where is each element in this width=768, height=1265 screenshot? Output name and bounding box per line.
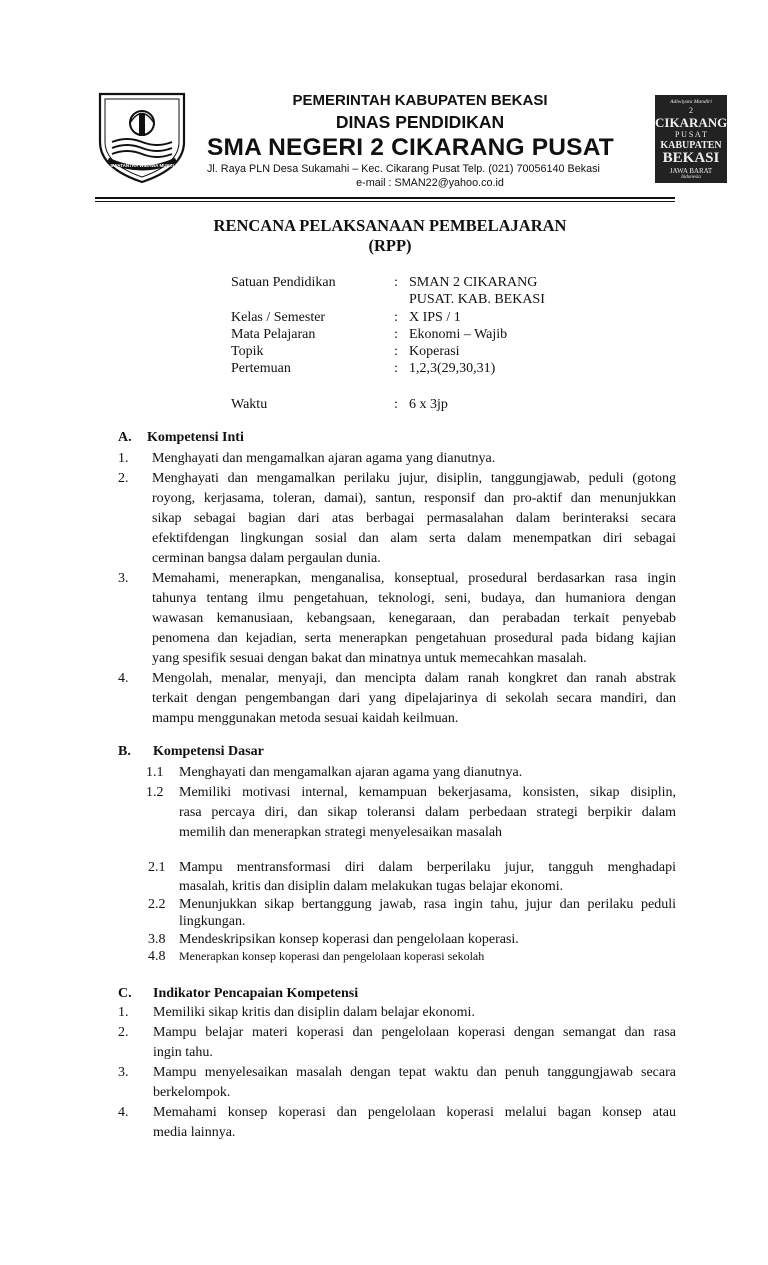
list-item-line: Memiliki motivasi internal, kemampuan bekerjasama, konsisten, sikap disiplin, [179, 785, 676, 800]
school-address: Jl. Raya PLN Desa Sukamahi – Kec. Cikarang Pusat Telp. (021) 70056140 Bekasi [207, 163, 600, 175]
list-item-line: Memahami konsep koperasi dan pengelolaan koperasi melalui bagan konsep atau [153, 1105, 676, 1120]
government-name: PEMERINTAH KABUPATEN BEKASI [292, 92, 548, 109]
list-item-line: terkait dengan pengembangan dari yang dipelajarinya di sekolah secara mandiri, dan [152, 691, 676, 706]
right-logo-number: 2 [689, 106, 693, 115]
right-logo-cikarang: CIKARANG [655, 115, 728, 130]
identity-value: SMAN 2 CIKARANG [409, 275, 538, 290]
list-item-line: memilih dan menerapkan strategi menyelesaikan masalah [179, 825, 503, 840]
list-number: 4. [118, 671, 129, 686]
list-item-line: Menghayati dan mengamalkan perilaku jujur, disiplin, tanggungjawab, peduli (gotong [152, 471, 676, 486]
section-b-letter: B. [118, 744, 131, 759]
list-item-line: efektifdengan lingkungan sosial dan alam serta dalam menempatkan diri sebagai [152, 531, 676, 546]
list-number: 1.2 [146, 785, 164, 800]
right-logo-line1: Adiwiyata Mandiri [670, 99, 712, 105]
list-item-line: Menghayati dan mengamalkan ajaran agama yang dianutnya. [179, 765, 523, 780]
list-number: 2. [118, 1025, 129, 1040]
right-logo-indonesia: Indonesia [681, 175, 701, 180]
list-number: 1.1 [146, 765, 164, 780]
right-logo-jabar: JAWA BARAT [669, 167, 713, 175]
section-a-letter: A. [118, 430, 132, 445]
list-item-line: masalah, kritis dan disiplin dalam melakukan tugas belajar ekonomi. [179, 879, 564, 894]
list-number: 3. [118, 1065, 129, 1080]
left-logo-motto: SWATANTRA WIBAWA MUKTI [110, 163, 174, 168]
right-logo-bekasi: BEKASI [662, 150, 720, 166]
list-item-line: penomena dan kejadian, serta menerapkan pengetahuan prosedural pada bidang kajian [152, 631, 676, 646]
list-item-line: Mampu menyelesaikan masalah dengan tepat waktu dan penuh tanggungjawab secara [153, 1065, 676, 1080]
identity-value: Ekonomi – Wajib [409, 327, 508, 342]
list-item-line: tahunya tentang ilmu pengetahuan, teknologi, seni, budaya, dan humaniora dengan [152, 591, 676, 606]
identity-value: X IPS / 1 [409, 310, 461, 325]
list-item-line: wawasan kemanusiaan, kebangsaan, kenegaraan, dan perabadan terkait penyebab [152, 611, 676, 626]
list-item-line: Mengolah, menalar, menyaji, dan mencipta dalam ranah kongkret dan ranah abstrak [152, 671, 676, 686]
document-subtitle: (RPP) [368, 236, 412, 255]
list-item-line: Mampu mentransformasi diri dalam berperilaku jujur, tangguh menghadapi [179, 860, 676, 875]
department-name: DINAS PENDIDIKAN [335, 112, 505, 132]
identity-colon: : [394, 310, 398, 325]
list-item-line: sikap sebagai bagian dari atas berbagai permasalahan dalam berinteraksi secara [152, 511, 676, 526]
document-title: RENCANA PELAKSANAAN PEMBELAJARAN [213, 216, 567, 235]
identity-label: Kelas / Semester [231, 310, 326, 325]
section-b-heading: Kompetensi Dasar [153, 744, 264, 759]
list-item-line: rasa percaya diri, dan sikap toleransi dalam perbedaan strategi berpikir dalam [179, 805, 676, 820]
section-c-letter: C. [118, 986, 132, 1001]
identity-label: Topik [231, 344, 264, 359]
list-item-line: Mendeskripsikan konsep koperasi dan pengelolaan koperasi. [179, 932, 519, 947]
list-item-line: ingin tahu. [153, 1045, 213, 1060]
letterhead-rule [95, 197, 675, 199]
list-item-line: Menunjukkan sikap bertanggung jawab, rasa ingin tahu, jujur dan perilaku peduli [179, 897, 676, 912]
list-number: 4.8 [148, 949, 166, 964]
right-logo-kabupaten: KABUPATEN [660, 140, 722, 151]
school-email: e-mail : SMAN22@yahoo.co.id [356, 177, 504, 189]
list-number: 2.1 [148, 860, 166, 875]
list-number: 2.2 [148, 897, 166, 912]
list-item-line: Menerapkan konsep koperasi dan pengelolaan koperasi sekolah [179, 949, 485, 963]
identity-label: Satuan Pendidikan [231, 275, 336, 290]
school-name: SMA NEGERI 2 CIKARANG PUSAT [207, 134, 614, 161]
list-item-line: cerminan bangsa dalam pergaulan dunia. [152, 551, 381, 566]
identity-colon: : [394, 397, 398, 412]
letterhead-rule-thin [95, 201, 675, 202]
list-item-line: Menghayati dan mengamalkan ajaran agama yang dianutnya. [152, 451, 496, 466]
list-number: 3.8 [148, 932, 166, 947]
identity-colon: : [394, 327, 398, 342]
identity-colon: : [394, 344, 398, 359]
section-c-heading: Indikator Pencapaian Kompetensi [153, 986, 359, 1001]
list-item-line: lingkungan. [179, 914, 246, 929]
identity-colon: : [394, 275, 398, 290]
list-item-line: mampu menggunakan metoda sesuai kaidah keilmuan. [152, 711, 459, 726]
identity-colon: : [394, 361, 398, 376]
list-number: 3. [118, 571, 129, 586]
list-item-line: yang spesifik sesuai dengan bakat dan minatnya untuk memecahkan masalah. [152, 651, 587, 666]
identity-value: 6 x 3jp [409, 397, 448, 412]
list-item-line: Mampu belajar materi koperasi dan pengelolaan koperasi dengan semangat dan rasa [153, 1025, 676, 1040]
section-a-heading: Kompetensi Inti [147, 430, 244, 445]
list-item-line: Memiliki sikap kritis dan disiplin dalam belajar ekonomi. [153, 1005, 475, 1020]
left-logo-icon [92, 90, 192, 185]
right-logo-pusat: P U S A T [674, 130, 707, 139]
identity-label: Mata Pelajaran [231, 327, 316, 342]
list-item-line: berkelompok. [153, 1085, 231, 1100]
identity-value: 1,2,3(29,30,31) [409, 361, 496, 376]
list-number: 1. [118, 451, 129, 466]
list-number: 4. [118, 1105, 129, 1120]
identity-value-cont: PUSAT. KAB. BEKASI [409, 292, 545, 307]
list-item-line: media lainnya. [153, 1125, 236, 1140]
list-number: 1. [118, 1005, 129, 1020]
list-number: 2. [118, 471, 129, 486]
identity-label: Waktu [231, 397, 268, 412]
identity-label: Pertemuan [231, 361, 291, 376]
right-logo [655, 95, 727, 183]
list-item-line: royong, kerjasama, toleran, damai), santun, responsif dan pro-aktif dan menunjukkan [152, 491, 676, 506]
identity-value: Koperasi [409, 344, 460, 359]
list-item-line: Memahami, menerapkan, menganalisa, konseptual, prosedural berdasarkan rasa ingin [152, 571, 676, 586]
